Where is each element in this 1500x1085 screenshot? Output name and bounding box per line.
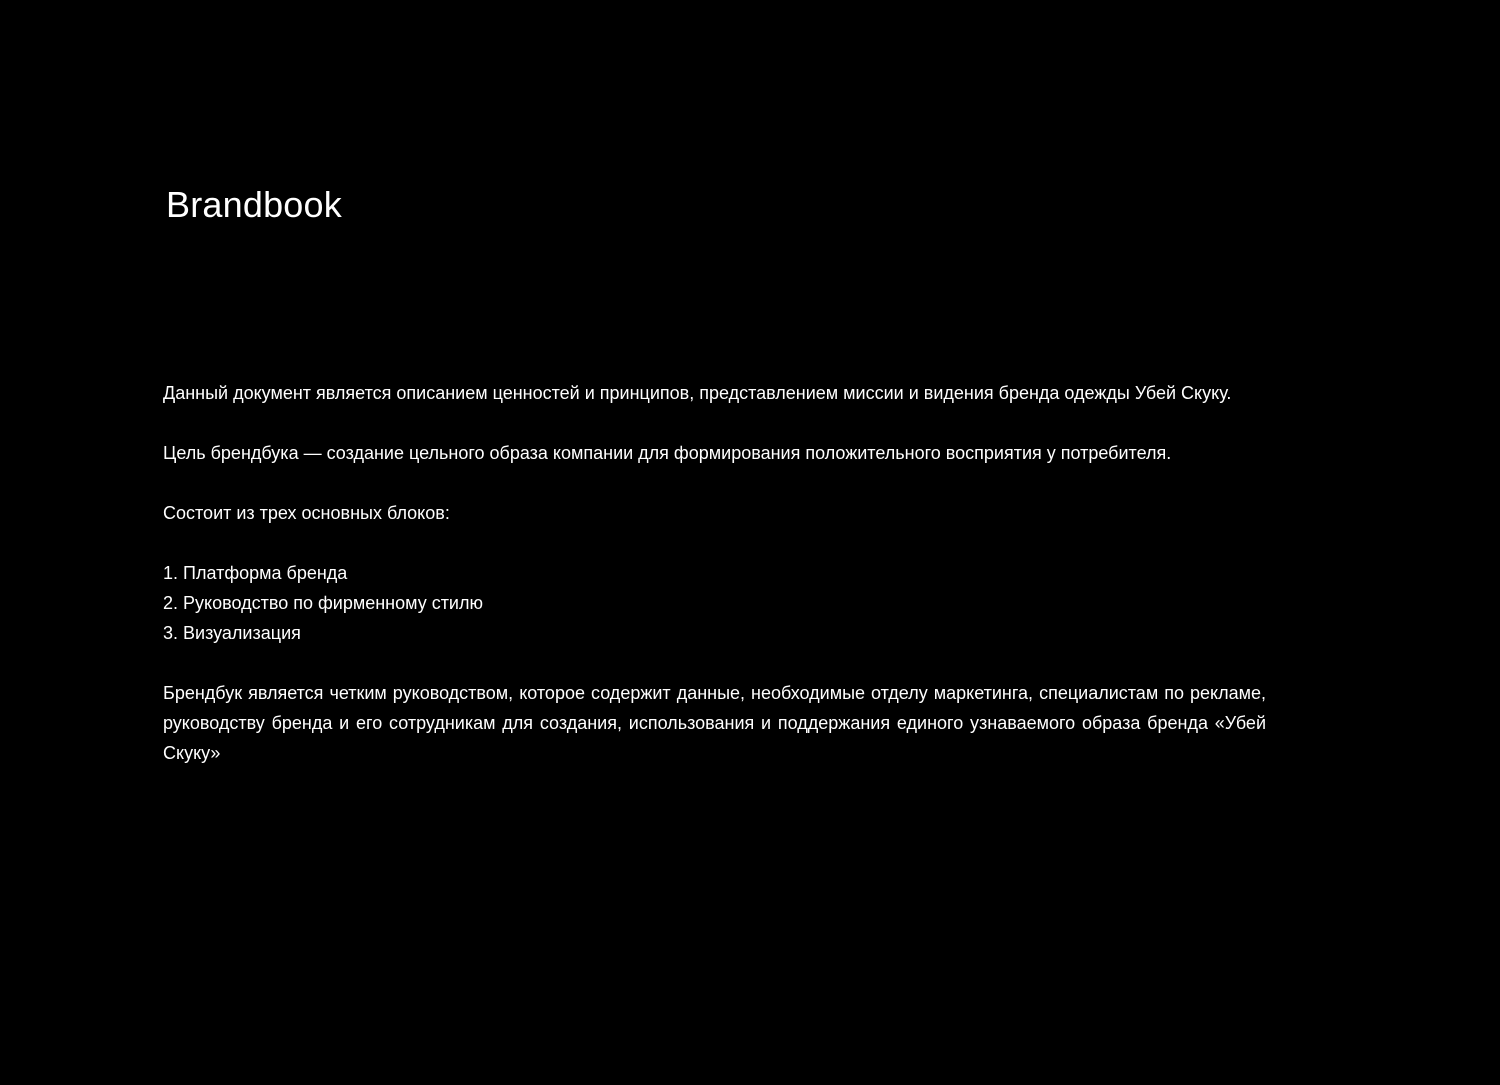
intro-paragraph: Данный документ является описанием ценностей и принципов, представлением миссии и видения бренда одежды Убей Скуку. [163,383,1232,403]
blocks-list [163,558,1266,648]
list-item: 2. Руководство по фирменному стилю [163,593,483,613]
list-item: 3. Визуализация [163,623,301,643]
page-title: Brandbook [166,184,342,225]
document-body [163,378,1266,768]
goal-paragraph: Цель брендбука — создание цельного образа компании для формирования положительного восприятия у потребителя. [163,443,1172,463]
consists-paragraph: Состоит из трех основных блоков: [163,503,450,523]
conclusion-paragraph: Брендбук является четким руководством, которое содержит данные, необходимые отделу маркетинга, специалистам по рекламе, руководству бренда и его сотрудникам для создания, использования и поддержания единого узнаваемого образа бренда «Убей Скуку» [163,683,1266,763]
list-item: 1. Платформа бренда [163,563,348,583]
